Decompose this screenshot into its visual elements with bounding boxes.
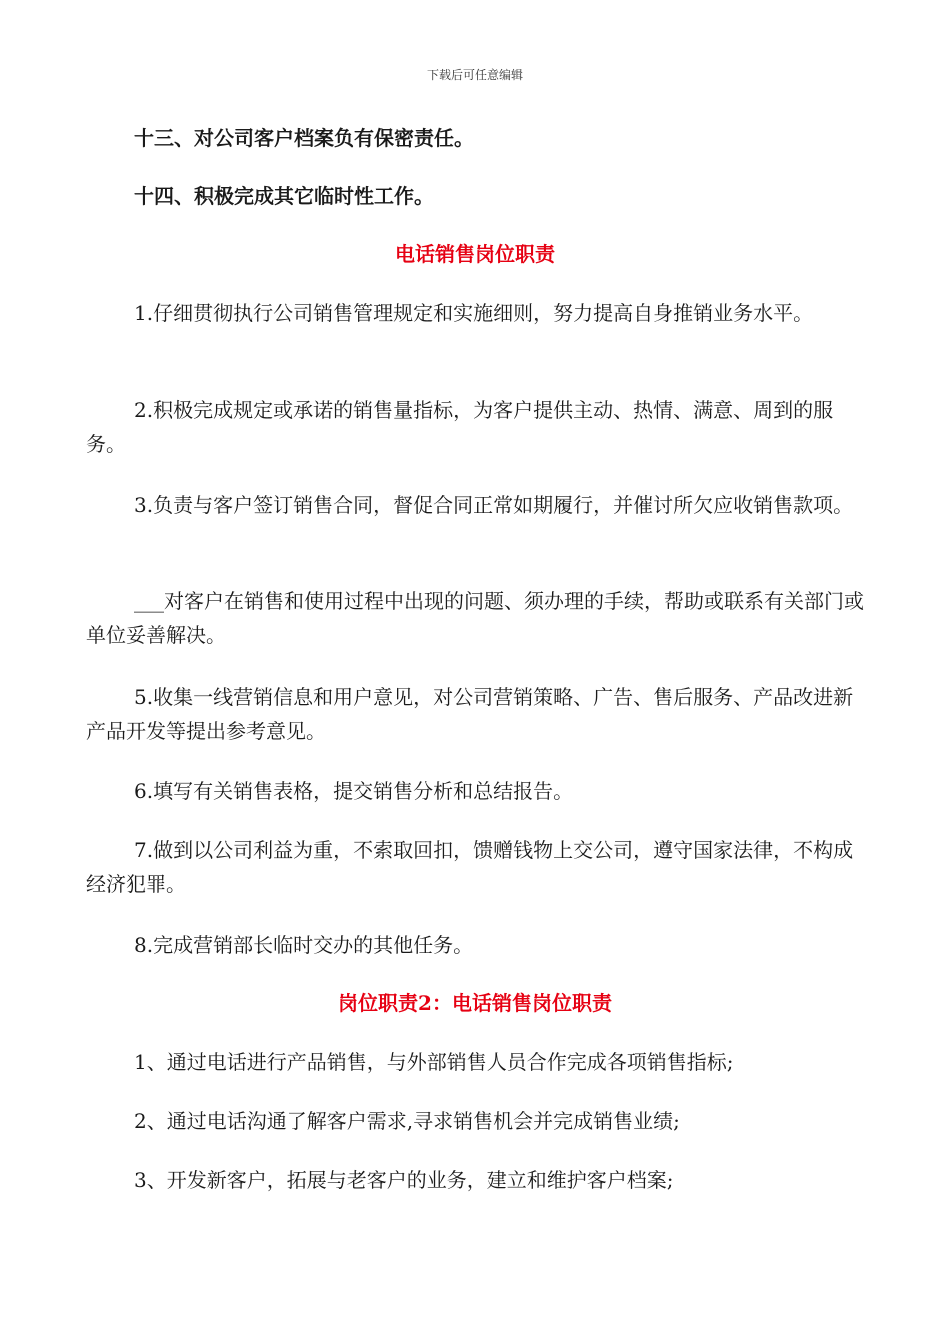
duty-6: 6.填写有关销售表格，提交销售分析和总结报告。 xyxy=(134,779,574,803)
duty2-1: 1、通过电话进行产品销售，与外部销售人员合作完成各项销售指标; xyxy=(134,1050,734,1074)
duty2-3: 3、开发新客户，拓展与老客户的业务，建立和维护客户档案; xyxy=(134,1168,674,1192)
page-header: 下载后可任意编辑 xyxy=(426,68,523,82)
duty-3: 3.负责与客户签订销售合同，督促合同正常如期履行，并催讨所欠应收销售款项。 xyxy=(134,493,854,517)
section-title-2: 岗位职责2：电话销售岗位职责 xyxy=(338,991,612,1015)
section-title-1: 电话销售岗位职责 xyxy=(395,242,555,266)
duty-8: 8.完成营销部长临时交办的其他任务。 xyxy=(134,933,474,957)
duty2-2: 2、通过电话沟通了解客户需求,寻求销售机会并完成销售业绩; xyxy=(134,1109,680,1133)
duty-2: 2.积极完成规定或承诺的销售量指标，为客户提供主动、热情、满意、周到的服务。 xyxy=(86,398,834,456)
item-14: 十四、积极完成其它临时性工作。 xyxy=(134,184,434,208)
item-13: 十三、对公司客户档案负有保密责任。 xyxy=(134,126,474,150)
duty-5: 5.收集一线营销信息和用户意见，对公司营销策略、广告、售后服务、产品改进新产品开发等提出参考意见。 xyxy=(86,685,854,743)
duty-1: 1.仔细贯彻执行公司销售管理规定和实施细则，努力提高自身推销业务水平。 xyxy=(134,301,814,325)
duty-7: 7.做到以公司利益为重，不索取回扣，馈赠钱物上交公司，遵守国家法律，不构成经济犯罪。 xyxy=(86,838,854,896)
duty-4: ___对客户在销售和使用过程中出现的问题、须办理的手续，帮助或联系有关部门或单位妥善解决。 xyxy=(86,589,864,647)
